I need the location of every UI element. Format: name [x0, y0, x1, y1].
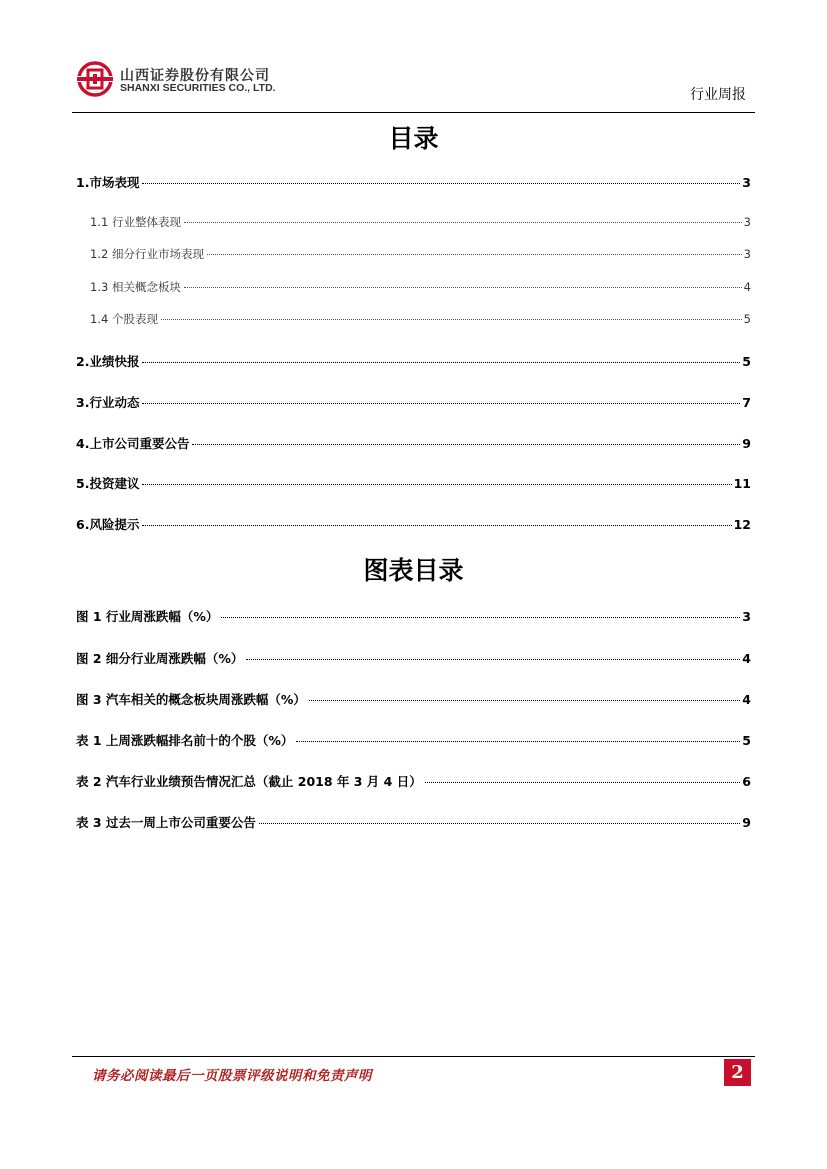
figure-entry-label: 图 3 汽车相关的概念板块周涨跌幅（%）	[76, 692, 306, 707]
toc-entry-page: 3	[743, 247, 751, 261]
toc-entry-page: 5	[743, 312, 751, 326]
leader-dots	[192, 444, 740, 445]
toc-entry-label: 1.2 细分行业市场表现	[90, 247, 204, 261]
toc-entry-label: 1.1 行业整体表现	[90, 215, 181, 229]
page-number-badge: 2	[724, 1059, 751, 1086]
toc-entry-page: 7	[742, 395, 751, 410]
leader-dots	[425, 782, 741, 783]
leader-dots	[142, 183, 740, 184]
figure-entry-label: 图 2 细分行业周涨跌幅（%）	[76, 651, 244, 666]
toc-entry-page: 5	[742, 354, 751, 369]
toc-entry-page: 9	[742, 436, 751, 451]
figure-entry-page: 4	[742, 651, 751, 666]
toc-entry-page: 3	[742, 175, 751, 190]
figures-toc-title: 图表目录	[363, 556, 464, 585]
toc-entry[interactable]	[76, 352, 751, 370]
figure-entry[interactable]	[76, 649, 751, 667]
leader-dots	[184, 287, 742, 288]
company-logo-icon	[76, 60, 114, 98]
leader-dots	[142, 362, 740, 363]
company-name-en: SHANXI SECURITIES CO., LTD.	[120, 82, 276, 94]
toc-entry-page: 3	[743, 215, 751, 229]
toc-entry-page: 12	[733, 517, 751, 532]
figure-entry[interactable]	[76, 690, 751, 708]
disclaimer-text: 请务必阅读最后一页股票评级说明和免责声明	[92, 1068, 372, 1084]
leader-dots	[207, 254, 742, 255]
toc-entry[interactable]	[90, 246, 751, 262]
figure-entry[interactable]	[76, 607, 751, 625]
leader-dots	[142, 403, 740, 404]
toc-entry[interactable]	[90, 279, 751, 295]
header-divider	[72, 112, 755, 113]
page-header	[76, 60, 754, 114]
figure-entry-page: 4	[742, 692, 751, 707]
leader-dots	[142, 525, 731, 526]
figure-entry-page: 6	[742, 774, 751, 789]
toc-entry-label: 1.4 个股表现	[90, 312, 158, 326]
leader-dots	[309, 700, 740, 701]
toc-entry-page: 11	[733, 476, 751, 491]
figure-entry-page: 9	[742, 815, 751, 830]
toc-title: 目录	[388, 124, 439, 153]
figure-entry-label: 表 2 汽车行业业绩预告情况汇总（截止 2018 年 3 月 4 日）	[76, 774, 422, 789]
toc-entry[interactable]	[76, 173, 751, 191]
toc-entry-page: 4	[743, 280, 751, 294]
company-name-cn: 山西证券股份有限公司	[120, 68, 270, 84]
figure-entry[interactable]	[76, 813, 751, 831]
figure-entry-label: 图 1 行业周涨跌幅（%）	[76, 609, 219, 624]
footer-divider	[72, 1056, 755, 1057]
leader-dots	[161, 319, 742, 320]
leader-dots	[184, 222, 742, 223]
report-type: 行业周报	[690, 87, 746, 103]
toc-entry[interactable]	[76, 474, 751, 492]
toc-entry-label: 1.市场表现	[76, 175, 140, 190]
toc-entry[interactable]	[76, 393, 751, 411]
figure-entry[interactable]	[76, 772, 751, 790]
toc-entry-label: 4.上市公司重要公告	[76, 436, 190, 451]
toc-entry-label: 1.3 相关概念板块	[90, 280, 181, 294]
leader-dots	[221, 617, 740, 618]
leader-dots	[246, 659, 740, 660]
figure-entry-label: 表 3 过去一周上市公司重要公告	[76, 815, 256, 830]
toc-entry-label: 2.业绩快报	[76, 354, 140, 369]
figure-entry-label: 表 1 上周涨跌幅排名前十的个股（%）	[76, 733, 294, 748]
toc-entry[interactable]	[90, 214, 751, 230]
leader-dots	[142, 484, 731, 485]
figure-entry[interactable]	[76, 731, 751, 749]
figure-entry-page: 3	[742, 609, 751, 624]
toc-entry[interactable]	[76, 515, 751, 533]
toc-entry-label: 3.行业动态	[76, 395, 140, 410]
leader-dots	[259, 823, 740, 824]
toc-entry-label: 5.投资建议	[76, 476, 140, 491]
toc-entry[interactable]	[90, 311, 751, 327]
toc-entry-label: 6.风险提示	[76, 517, 140, 532]
figure-entry-page: 5	[742, 733, 751, 748]
leader-dots	[296, 741, 740, 742]
toc-entry[interactable]	[76, 434, 751, 452]
